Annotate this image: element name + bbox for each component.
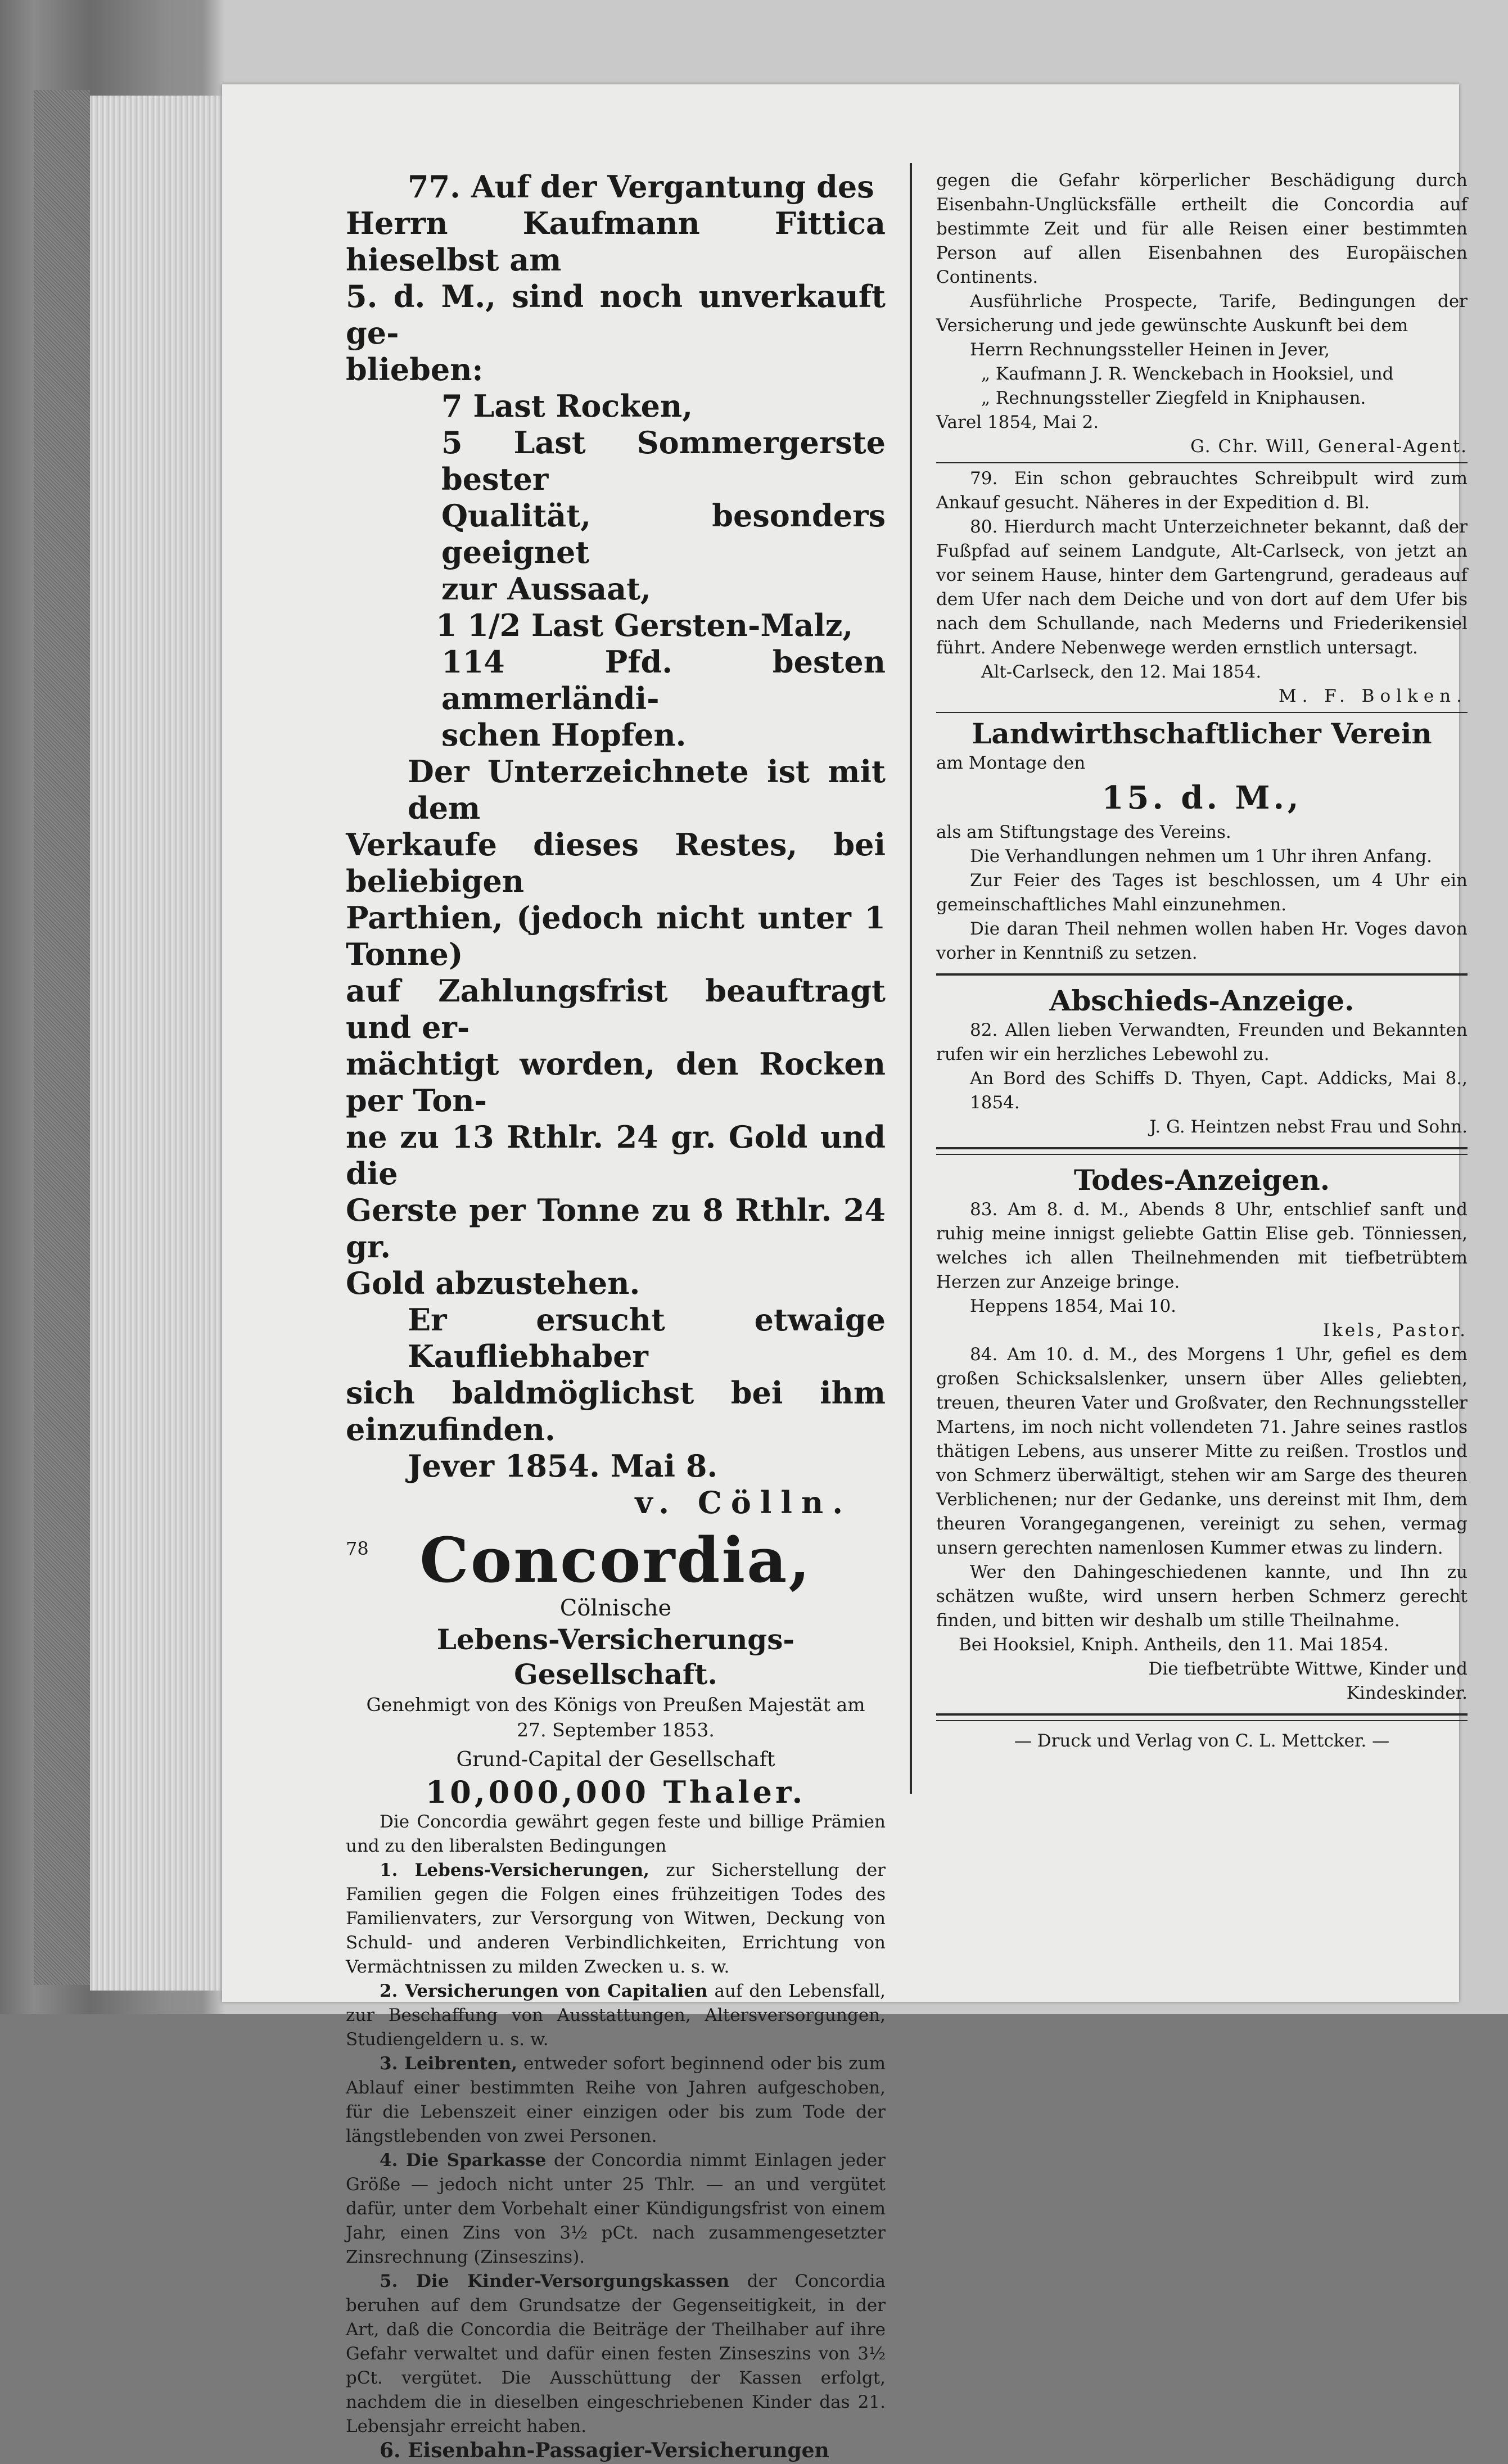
item-heading: 2. Versicherungen von Capitalien — [380, 1981, 708, 2001]
concordia-continued: gegen die Gefahr körperlicher Beschädigung durch Eisenbahn-Unglücksfälle ertheilt die Concordia auf bestimmte Zeit und für alle Reisen einer bestimmten Person auf allen Eisenbahnen des Europäischen Continents. — [936, 170, 1468, 287]
ad-77-line: 7 Last Rocken, — [441, 388, 693, 424]
imprint: — Druck und Verlag von C. L. Mettcker. — — [1014, 1731, 1390, 1751]
verein-title: Landwirthschaftlicher Verein — [972, 717, 1432, 750]
ad-82: 82. Allen lieben Verwandten, Freunden und Bekannten rufen wir ein herzliches Lebewohl zu. — [936, 1020, 1468, 1064]
ad-80-date: Alt-Carlseck, den 12. Mai 1854. — [981, 662, 1262, 682]
ad-77-line: Er ersucht etwaige Kaufliebhaber — [408, 1302, 886, 1374]
item-text: entweder sofort beginnend oder bis zum Ablauf einer bestimmten Reihe von Jahren aufgeschoben, für die Lebenszeit einer einzigen oder bis zum Tode der längstlebenden von zwei Personen. — [346, 2054, 886, 2146]
ad-84-date: Bei Hooksiel, Kniph. Antheils, den 11. Mai 1854. — [959, 1635, 1389, 1655]
ad-77 — [346, 169, 886, 1521]
item-text: der Concordia beruhen auf dem Grundsatze der Gegenseitigkeit, in der Art, daß die Concordia die Beiträge der Theilhaber auf ihre Gefahr verwaltet und dafür einen festen Zinseszins von 3½ pCt. vergütet. Die Ausschüttung der Kassen erfolgt, nachdem die in dieselben eingeschriebenen Kinder das 21. Lebensjahr erreicht haben. — [346, 2271, 886, 2436]
ad-77-line: Gerste per Tonne zu 8 Rthlr. 24 gr. — [346, 1192, 886, 1265]
item-heading: 4. Die Sparkasse — [380, 2150, 547, 2170]
ad-77-line: Parthien, (jedoch nicht unter 1 Tonne) — [346, 900, 886, 972]
double-divider — [936, 1713, 1468, 1721]
concordia-subtitle: Cölnische — [559, 1595, 672, 1621]
item-heading: 5. Die Kinder-Versorgungskassen — [380, 2271, 730, 2291]
column-divider — [910, 163, 912, 1794]
divider — [936, 462, 1468, 463]
agent-line: „ Kaufmann J. R. Wenckebach in Hooksiel, und — [981, 364, 1394, 384]
capital-label: Grund-Capital der Gesellschaft — [456, 1748, 775, 1771]
ad-77-line: blieben: — [346, 351, 484, 387]
double-divider — [936, 1147, 1468, 1155]
ad-84-signature: Die tiefbetrübte Wittwe, Kinder und Kindeskinder. — [1148, 1659, 1468, 1703]
concordia-item — [346, 2269, 886, 2439]
ad-83-date: Heppens 1854, Mai 10. — [970, 1296, 1177, 1316]
item-text: auf den Lebensfall, zur Beschaffung von Ausstattungen, Altersversorgungen, Studiengeldern u. s. w. — [346, 1981, 886, 2050]
concordia-title: Concordia, — [419, 1524, 812, 1596]
ad-77-line: 1 1/2 Last Gersten-Malz, — [436, 607, 854, 643]
right-column — [936, 169, 1468, 1753]
ad-80-signature: M. F. Bolken. — [1278, 686, 1468, 706]
ad-83: 83. Am 8. d. M., Abends 8 Uhr, entschlief sanft und ruhig meine innigst geliebte Gattin Elise geb. Tönniessen, welches ich allen Theilnehmenden mit tiefbetrübtem Herzen zur Anzeige bringe. — [936, 1199, 1468, 1292]
concordia-intro: Die Concordia gewährt gegen feste und billige Prämien und zu den liberalsten Bedingungen — [346, 1812, 886, 1856]
concordia-item — [346, 1979, 886, 2052]
ad-77-line: Der Unterzeichnete ist mit dem — [408, 753, 886, 826]
concordia-item — [346, 1858, 886, 1979]
ad-77-line: ne zu 13 Rthlr. 24 gr. Gold und die — [346, 1119, 886, 1192]
ad-77-line: 5. d. M., sind noch unverkauft ge- — [346, 278, 886, 351]
prospect-text: Ausführliche Prospecte, Tarife, Bedingungen der Versicherung und jede gewünschte Auskunft bei dem — [936, 291, 1468, 336]
ad-77-line: Qualität, besonders geeignet — [441, 498, 886, 570]
ad-77-line: Verkaufe dieses Restes, bei beliebigen — [346, 827, 886, 899]
item-text: der Concordia nimmt Einlagen jeder Größe — jedoch nicht unter 25 Thlr. — an und vergütet dafür, unter dem Vorbehalt einer Kündigungsfrist von einem Jahr, einen Zins von 3½ pCt. nach zusammengesetzter Zinsrechnung (Zinseszins). — [346, 2150, 886, 2267]
ad-83-signature: Ikels, Pastor. — [1322, 1320, 1468, 1341]
item-text: zur Sicherstellung der Familien gegen die Folgen eines frühzeitigen Todes des Familienvaters, zur Versorgung von Witwen, Deckung von Schuld- und anderen Verbindlichkeiten, Errichtung von Vermächtnissen zu milden Zwecken u. s. w. — [346, 1860, 886, 1977]
ad-number: 78 — [346, 1538, 369, 1559]
verein-date: 15. d. M., — [1101, 779, 1302, 816]
ad-77-line: Herrn Kaufmann Fittica hieselbst am — [346, 205, 886, 278]
ad-84-text: Wer den Dahingeschiedenen kannte, und Ihn zu schätzen wußte, wird unsern herben Schmerz gerecht finden, und bitten wir deshalb um stille Theilnahme. — [936, 1562, 1468, 1631]
ad-77-line: mächtigt worden, den Rocken per Ton- — [346, 1046, 886, 1118]
agent-signature: G. Chr. Will, General-Agent. — [1190, 436, 1468, 457]
agent-line: „ Rechnungssteller Ziegfeld in Kniphausen. — [981, 388, 1366, 408]
ad-77-line: 5 Last Sommergerste bester — [441, 425, 886, 497]
ad-82-signature: J. G. Heintzen nebst Frau und Sohn. — [1149, 1117, 1468, 1137]
ad-77-line: 114 Pfd. besten ammerländi- — [441, 644, 886, 716]
ad-77-signature: v. Cölln. — [635, 1484, 852, 1520]
ad-77-line: sich baldmöglichst bei ihm einzufinden. — [346, 1375, 886, 1447]
ad-77-line: auf Zahlungsfrist beauftragt und er- — [346, 973, 886, 1045]
ad-84: 84. Am 10. d. M., des Morgens 1 Uhr, gefiel es dem großen Schicksalslenker, unsern über Alles geliebten, treuen, theuren Vater und Großvater, den Rechnungssteller Martens, im noch nicht vollendeten 71. Jahre seines rastlos thätigen Lebens, aus unserer Mitte zu reißen. Trostlos und von Schmerz überwältigt, stehen wir am Sarge des theuren Verblichenen; nur der Gedanke, uns dereinst mit Ihm, dem theuren Vorangegangenen, vereinigt zu sehen, vermag unsern gerechten namenlosen Kummer etwas zu lindern. — [936, 1344, 1468, 1558]
ad-82-ship: An Bord des Schiffs D. Thyen, Capt. Addicks, Mai 8., 1854. — [970, 1068, 1468, 1113]
concordia-item — [346, 2149, 886, 2269]
ad-79: 79. Ein schon gebrauchtes Schreibpult wird zum Ankauf gesucht. Näheres in der Expedition d. Bl. — [936, 468, 1468, 513]
ad-77-line: Jever 1854. Mai 8. — [408, 1448, 718, 1484]
divider — [936, 973, 1468, 976]
verein-text: als am Stiftungstage des Vereins. — [936, 822, 1231, 842]
concordia-item — [346, 2052, 886, 2149]
abschied-title: Abschieds-Anzeige. — [1049, 984, 1355, 1017]
item-heading: 1. Lebens-Versicherungen, — [380, 1860, 649, 1880]
place-date: Varel 1854, Mai 2. — [936, 412, 1099, 432]
item-heading: 3. Leibrenten, — [380, 2054, 518, 2074]
concordia-ad — [346, 1524, 886, 2464]
ad-77-line: Gold abzustehen. — [346, 1265, 640, 1301]
page-edges — [90, 96, 225, 1991]
approval-text: Genehmigt von des Königs von Preußen Majestät am 27. September 1853. — [366, 1694, 865, 1741]
capital-value: 10,000,000 Thaler. — [425, 1774, 806, 1810]
divider — [936, 712, 1468, 713]
item-heading: 6. Eisenbahn-Passagier-Versicherungen — [380, 2439, 829, 2462]
verein-when: am Montage den — [936, 753, 1086, 773]
concordia-item — [346, 2439, 886, 2464]
concordia-company: Lebens-Versicherungs-Gesellschaft. — [436, 1623, 795, 1691]
verein-text: Zur Feier des Tages ist beschlossen, um 4 Uhr ein gemeinschaftliches Mahl einzunehmen. — [936, 870, 1468, 915]
todes-title: Todes-Anzeigen. — [1073, 1163, 1330, 1197]
verein-text: Die Verhandlungen nehmen um 1 Uhr ihren Anfang. — [970, 846, 1433, 867]
ad-77-line: 77. Auf der Vergantung des — [408, 169, 874, 205]
ad-77-line: zur Aussaat, — [441, 571, 651, 607]
agent-line: Herrn Rechnungssteller Heinen in Jever, — [970, 340, 1330, 360]
verein-text: Die daran Theil nehmen wollen haben Hr. Voges davon vorher in Kenntniß zu setzen. — [936, 919, 1468, 963]
ad-77-line: schen Hopfen. — [441, 717, 687, 753]
left-column — [346, 169, 886, 2464]
book-spine — [34, 90, 90, 1985]
ad-80: 80. Hierdurch macht Unterzeichneter bekannt, daß der Fußpfad auf seinem Landgute, Alt-Carlseck, von jetzt an vor seinem Hause, hinter dem Gartengrund, geradeaus auf dem Ufer nach dem Deiche und von dort auf dem Ufer bis nach dem Schullande, nach Mederns und Friederikensiel führt. Andere Nebenwege werden ernstlich untersagt. — [936, 517, 1468, 658]
